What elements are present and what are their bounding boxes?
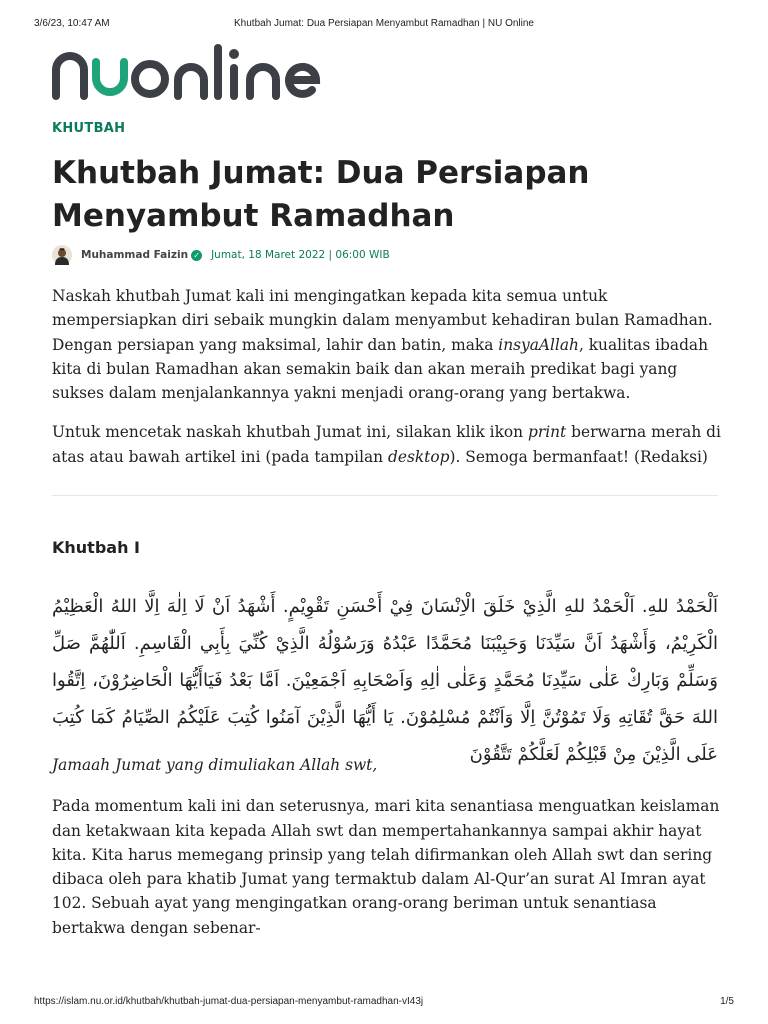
article-intro — [52, 284, 724, 469]
print-url: https://islam.nu.or.id/khutbah/khutbah-jumat-dua-persiapan-menyambut-ramadhan-vI43j — [34, 996, 424, 1007]
arabic-text: اَلْحَمْدُ للهِ. اَلْحَمْدُ للهِ الَّذِيْ خَلَقَ الْاِنْسَانَ فِيْ أَحْسَنِ تَقْوِيْمٍ. أَشْهَدُ اَنْ لَا اِلٰهَ اِلَّا اللهُ الْعَظِيْمُ الْكَرِيْمُ، وَأَشْهَدُ اَنَّ سَيِّدَنَا وَحَبِيْبَنَا مُحَمَّدًا عَبْدُهُ وَرَسُوْلُهُ الَّذِيْ كُنِّيَ بِأَبِي الْقَاسِمِ. اَللّٰهُمَّ صَلِّ وَسَلِّمْ وَبَارِكْ عَلٰى سَيِّدِنَا مُحَمَّدٍ وَعَلٰى اٰلِهِ وَاَصْحَابِهِ اَجْمَعِيْنَ. اَمَّا بَعْدُ فَيَاأَيُّهَا الْحَاضِرُوْنَ، اِتَّقُوا اللهَ حَقَّ تُقَاتِهِ وَلَا تَمُوْتُنَّ اِلَّا وَاَنْتُمْ مُسْلِمُوْنَ. يَا أَيُّهَا الَّذِيْنَ آمَنُوا كُتِبَ عَلَيْكُمُ الصِّيَامُ كَمَا كُتِبَ عَلَى الَّذِيْنَ مِنْ قَبْلِكُمْ لَعَلَّكُمْ تَتَّقُوْنَ — [52, 596, 718, 765]
publish-date: Jumat, 18 Maret 2022 | 06:00 WIB — [211, 249, 390, 261]
nu-online-logo[interactable] — [52, 44, 322, 100]
page-number: 1/5 — [720, 996, 734, 1007]
category-link[interactable]: KHUTBAH — [52, 121, 126, 136]
article-body — [52, 753, 724, 940]
print-header — [34, 18, 734, 32]
salutation: Jamaah Jumat yang dimuliakan Allah swt, — [52, 756, 378, 774]
byline — [52, 244, 390, 266]
check-circle-icon: ✓ — [191, 250, 202, 261]
intro-paragraph: Naskah khutbah Jumat kali ini mengingatkan kepada kita semua untuk mempersiapkan diri sebaik mungkin dalam menyambut kehadiran bulan Ramadhan. Dengan persiapan yang maksimal, lahir dan batin, maka insyaAllah, kualitas ibadah kita di bulan Ramadhan akan semakin baik dan akan meraih predikat bagi yang sukses dalam menjalankannya yakni menjadi orang-orang yang bertakwa. — [52, 287, 713, 403]
print-doc-title: Khutbah Jumat: Dua Persiapan Menyambut Ramadhan | NU Online — [234, 18, 534, 29]
divider — [52, 495, 718, 496]
intro-paragraph: Untuk mencetak naskah khutbah Jumat ini, silakan klik ikon print berwarna merah di atas atau bawah artikel ini (pada tampilan desktop). Semoga bermanfaat! (Redaksi) — [52, 423, 721, 466]
print-datetime: 3/6/23, 10:47 AM — [34, 18, 110, 29]
article-title: Khutbah Jumat: Dua Persiapan Menyambut Ramadhan — [52, 155, 590, 234]
body-paragraph: Pada momentum kali ini dan seterusnya, mari kita senantiasa menguatkan keislaman dan ketakwaan kita kepada Allah swt dan mempertahankannya sampai akhir hayat kita. Kita harus memegang prinsip yang telah difirmankan oleh Allah swt dan sering dibaca oleh para khatib Jumat yang termaktub dalam Al-Qur’an surat Al Imran ayat 102. Sebuah ayat yang mengingatkan orang-orang beriman untuk senantiasa bertakwa dengan sebenar- — [52, 797, 720, 937]
author-avatar[interactable] — [52, 245, 72, 265]
author-name[interactable]: Muhammad Faizin — [81, 249, 189, 261]
print-footer — [34, 996, 734, 1010]
section-heading: Khutbah I — [52, 538, 140, 557]
